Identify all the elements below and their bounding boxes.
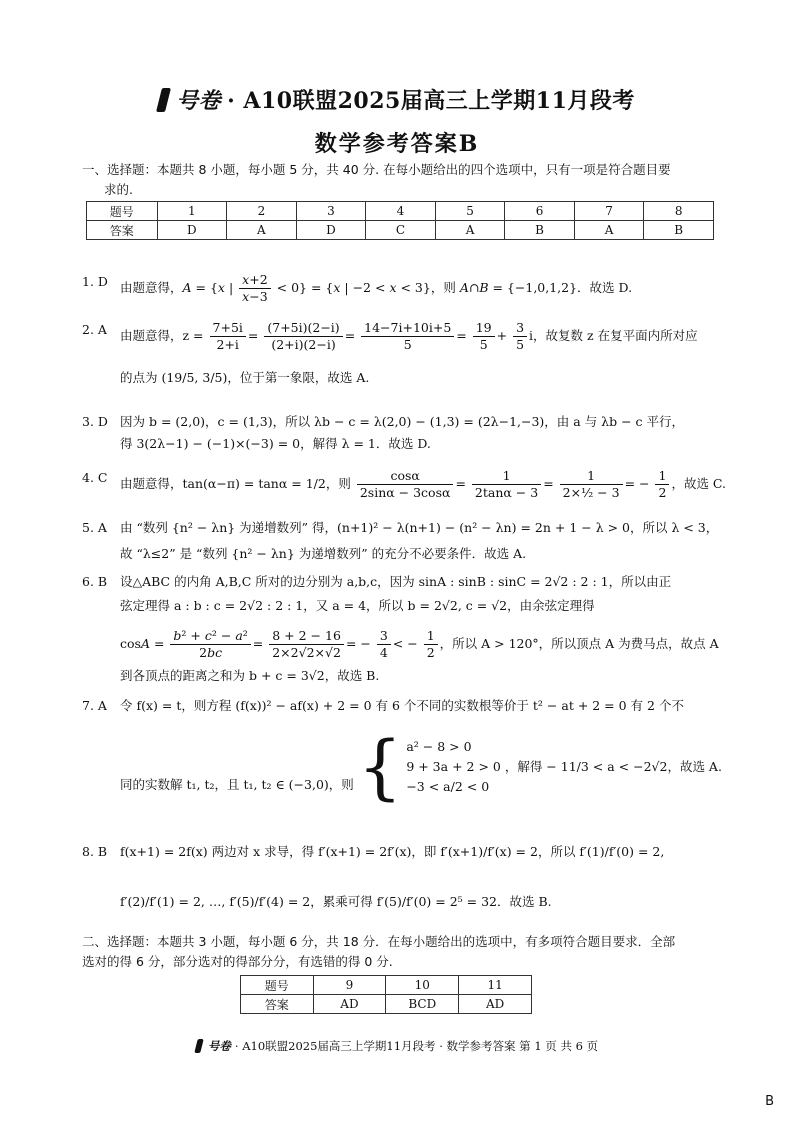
brand-logo-icon [156, 88, 171, 112]
table-cell: A [574, 221, 644, 240]
page: 号卷 · A10联盟2025届高三上学期11月段考 数学参考答案B 一、选择题：本题共 8 小题，每小题 5 分，共 40 分. 在每小题给出的四个选项中，只有一项是符合题目要 求的. 题号 1 2 3 4 5 6 7 8 答案 D A D C A B A B 1. D 由题意得，A = {x | $\frac{x+2}{x-3}$ < 0} = {x | −2 < x < 3}，则 A∩B = {−1,0,1,2}．故选 D. 2. A 由题意得，z = $\frac{7+5i}{2+i}$ = $\frac{(7+5i)(2-i)}{(2+i)(2-i)}$ = $\frac{14-7i+10i+5}{5}$ = $\frac{19}{5}$ + $\frac{3}{5}$ i，故复数 z 在复平面内所对应 的点为 (19/5, 3/5)，位于第一象限，故选 A. 3. D 因为 b = (2,0)，c = (1,3)，所以 λb − c = λ(2,0) − (1,3) = (2λ−1,−3)，由 a 与 λb − c 平行， 得 3(2λ−1) − (−1)×(−3) = 0，解得 λ = 1．故选 D. 4. C 由题意得，tan(α−π) = tanα = 1/2，则 $\frac{\cos\alpha}{2\sin\alpha - 3\cos\alpha}$ = $\frac{1}{2\tan\alpha - 3}$ = $\frac{1}{\text{2×½ − 3}}$ = − $\frac{1}{2}$ ，故选 C. 5. A 由 “数列 {n² − λn} 为递增数列” 得，(n+1)² − λ(n+1) − (n² − λn) = 2n + 1 − λ > 0，所以 λ < 3， 故 “λ≤2” 是 “数列 {n² − λn} 为递增数列” 的充分不必要条件．故选 A. 6. B 设△ABC 的内角 A,B,C 所对的边分别为 a,b,c，因为 sinA : sinB : sinC = 2√2 : 2 : 1，所以由正 弦定理得 a : b : c = 2√2 : 2 : 1，又 a = 4，所以 b = 2√2, c = √2，由余弦定理得 cosA = $\frac{\text{b² + c² − a²}}{2bc}$ = $\frac{8 + 2 - 16}{2\times 2√2\times√2}$ = − $\frac{3}{4}$ < − $\frac{1}{2}$ ，所以 A > 120°，所以顶点 A 为费马点，故点 A 到各顶点的距离之和为 b + c = 3√2，故选 B. 7. A 令 f(x) = t，则方程 (f(x))² − af(x) + 2 = 0 有 6 个不同的实数根等价于 t² − at + 2 = 0 有 2 个不 同的实数解 t₁, t₂，且 t₁, t₂ ∈ (−3,0)，则 { a² − 8 > 0 9 + 3a + 2 > 0 −3 < a/2 < 0 ，解得 − 11/3 < a < −2√2，故选 A. 8. B f(x+1) = 2f(x) 两边对 x 求导，得 f′(x+1) = 2f′(x)，即 f′(x+1)/f′(x) = 2，所以 f′(1)/f′(0) = 2, f′(2)/f′(1) = 2, …, f′(5)/f′(4) = 2，累乘可得 f′(5)/f′(0) = 2⁵ = 32．故选 B. 二、选择题：本题共 3 小题，每小题 6 分，共 18 分．在每小题给出的选项中，有多项符合题目要求．全部 选对的得 6 分，部分选对的得部分分，有选错的得 0 分. 题号 9 10 11 答案 AD BCD AD 号卷 · A10联盟2025届高三上学期11月段考 · 数学参考答案 第 1 页 共 6 页 B [0, 0, 794, 1122]
question-number: 1. D [82, 274, 108, 289]
table-cell: AD [459, 995, 532, 1014]
table-cell: B [505, 221, 575, 240]
table-row [87, 202, 714, 221]
table-row [241, 976, 532, 995]
page-title: · A10联盟2025届高三上学期11月段考 [227, 88, 635, 114]
table-cell: 1 [157, 202, 227, 221]
table-cell: 3 [296, 202, 366, 221]
table-header-cell: 题号 [87, 202, 158, 221]
table-cell: 8 [644, 202, 714, 221]
table-cell: 10 [386, 976, 459, 995]
table-cell: 9 [313, 976, 386, 995]
table-header-cell: 答案 [241, 995, 314, 1014]
footer [0, 1038, 794, 1054]
table-cell: 5 [435, 202, 505, 221]
question-text: 由题意得，tan(α−π) = tanα = 1/2，则 $\frac{\cos\alpha}{2\sin\alpha - 3\cos\alpha}$ = $\frac{1}{2\tan\alpha - 3}$ = $\frac{1}{\text{2×½ − 3}}$ = − $\frac{1}{2}$ ，故选 C. [120, 468, 727, 500]
question-number: 2. A [82, 322, 107, 337]
table-cell: 11 [459, 976, 532, 995]
question-text: 由题意得，z = $\frac{7+5i}{2+i}$ = $\frac{(7+5i)(2-i)}{(2+i)(2-i)}$ = $\frac{14-7i+10i+5}{5}$ = $\frac{19}{5}$ + $\frac{3}{5}$ i，故复数 z 在复平面内所对应 [120, 320, 698, 352]
question-number: 7. A [82, 698, 107, 713]
corner-mark: B [765, 1094, 774, 1109]
table-cell: 7 [574, 202, 644, 221]
table-cell: AD [313, 995, 386, 1014]
table-cell: D [157, 221, 227, 240]
question-number: 3. D [82, 414, 108, 429]
footer-logo-text: 号卷 [207, 1039, 231, 1053]
table-cell: D [296, 221, 366, 240]
question-7-line2 [82, 728, 732, 818]
title-line [0, 84, 794, 115]
brand-logo-icon [194, 1039, 203, 1053]
table-cell: A [227, 221, 297, 240]
question-text: 由题意得，A = {x | $\frac{x+2}{x-3}$ < 0} = {x | −2 < x < 3}，则 A∩B = {−1,0,1,2}．故选 D. [120, 272, 633, 304]
table-row [241, 995, 532, 1014]
header [0, 84, 794, 158]
table-cell: A [435, 221, 505, 240]
question-number: 4. C [82, 470, 108, 485]
table-header-cell: 答案 [87, 221, 158, 240]
answer-table-1 [86, 201, 714, 240]
section2-heading: 二、选择题：本题共 3 小题，每小题 6 分，共 18 分．在每小题给出的选项中，有多项符合题目要求．全部 选对的得 6 分，部分选对的得部分分，有选错的得 0 分. [82, 934, 676, 969]
table-cell: C [366, 221, 436, 240]
table-cell: BCD [386, 995, 459, 1014]
question-number: 5. A [82, 520, 107, 535]
table-header-cell: 题号 [241, 976, 314, 995]
question-number: 6. B [82, 574, 108, 589]
answer-table-2 [240, 975, 532, 1014]
table-cell: 4 [366, 202, 436, 221]
page-subtitle: 数学参考答案B [314, 131, 480, 157]
table-cell: B [644, 221, 714, 240]
section1-heading: 一、选择题：本题共 8 小题，每小题 5 分，共 40 分. 在每小题给出的四个选项中，只有一项是符合题目要 求的. [82, 162, 671, 197]
question-text: cosA = $\frac{\text{b² + c² − a²}}{2bc}$ = $\frac{8 + 2 - 16}{2\times 2√2\times√2}$ = − $\frac{3}{4}$ < − $\frac{1}{2}$ ，所以 A > 120°，所以顶点 A 为费马点，故点 A [120, 628, 719, 660]
footer-text: · A10联盟2025届高三上学期11月段考 · 数学参考答案 第 1 页 共 6 页 [234, 1039, 599, 1053]
table-cell: 2 [227, 202, 297, 221]
question-number: 8. B [82, 844, 108, 859]
brand-logo-text: 号卷 [176, 88, 222, 114]
table-row [87, 221, 714, 240]
table-cell: 6 [505, 202, 575, 221]
question-text: 同的实数解 t₁, t₂，且 t₁, t₂ ∈ (−3,0)，则 { a² − 8 > 0 9 + 3a + 2 > 0 −3 < a/2 < 0 ，解得 − 11/3 < a < −2√2，故选 A. [120, 726, 722, 808]
